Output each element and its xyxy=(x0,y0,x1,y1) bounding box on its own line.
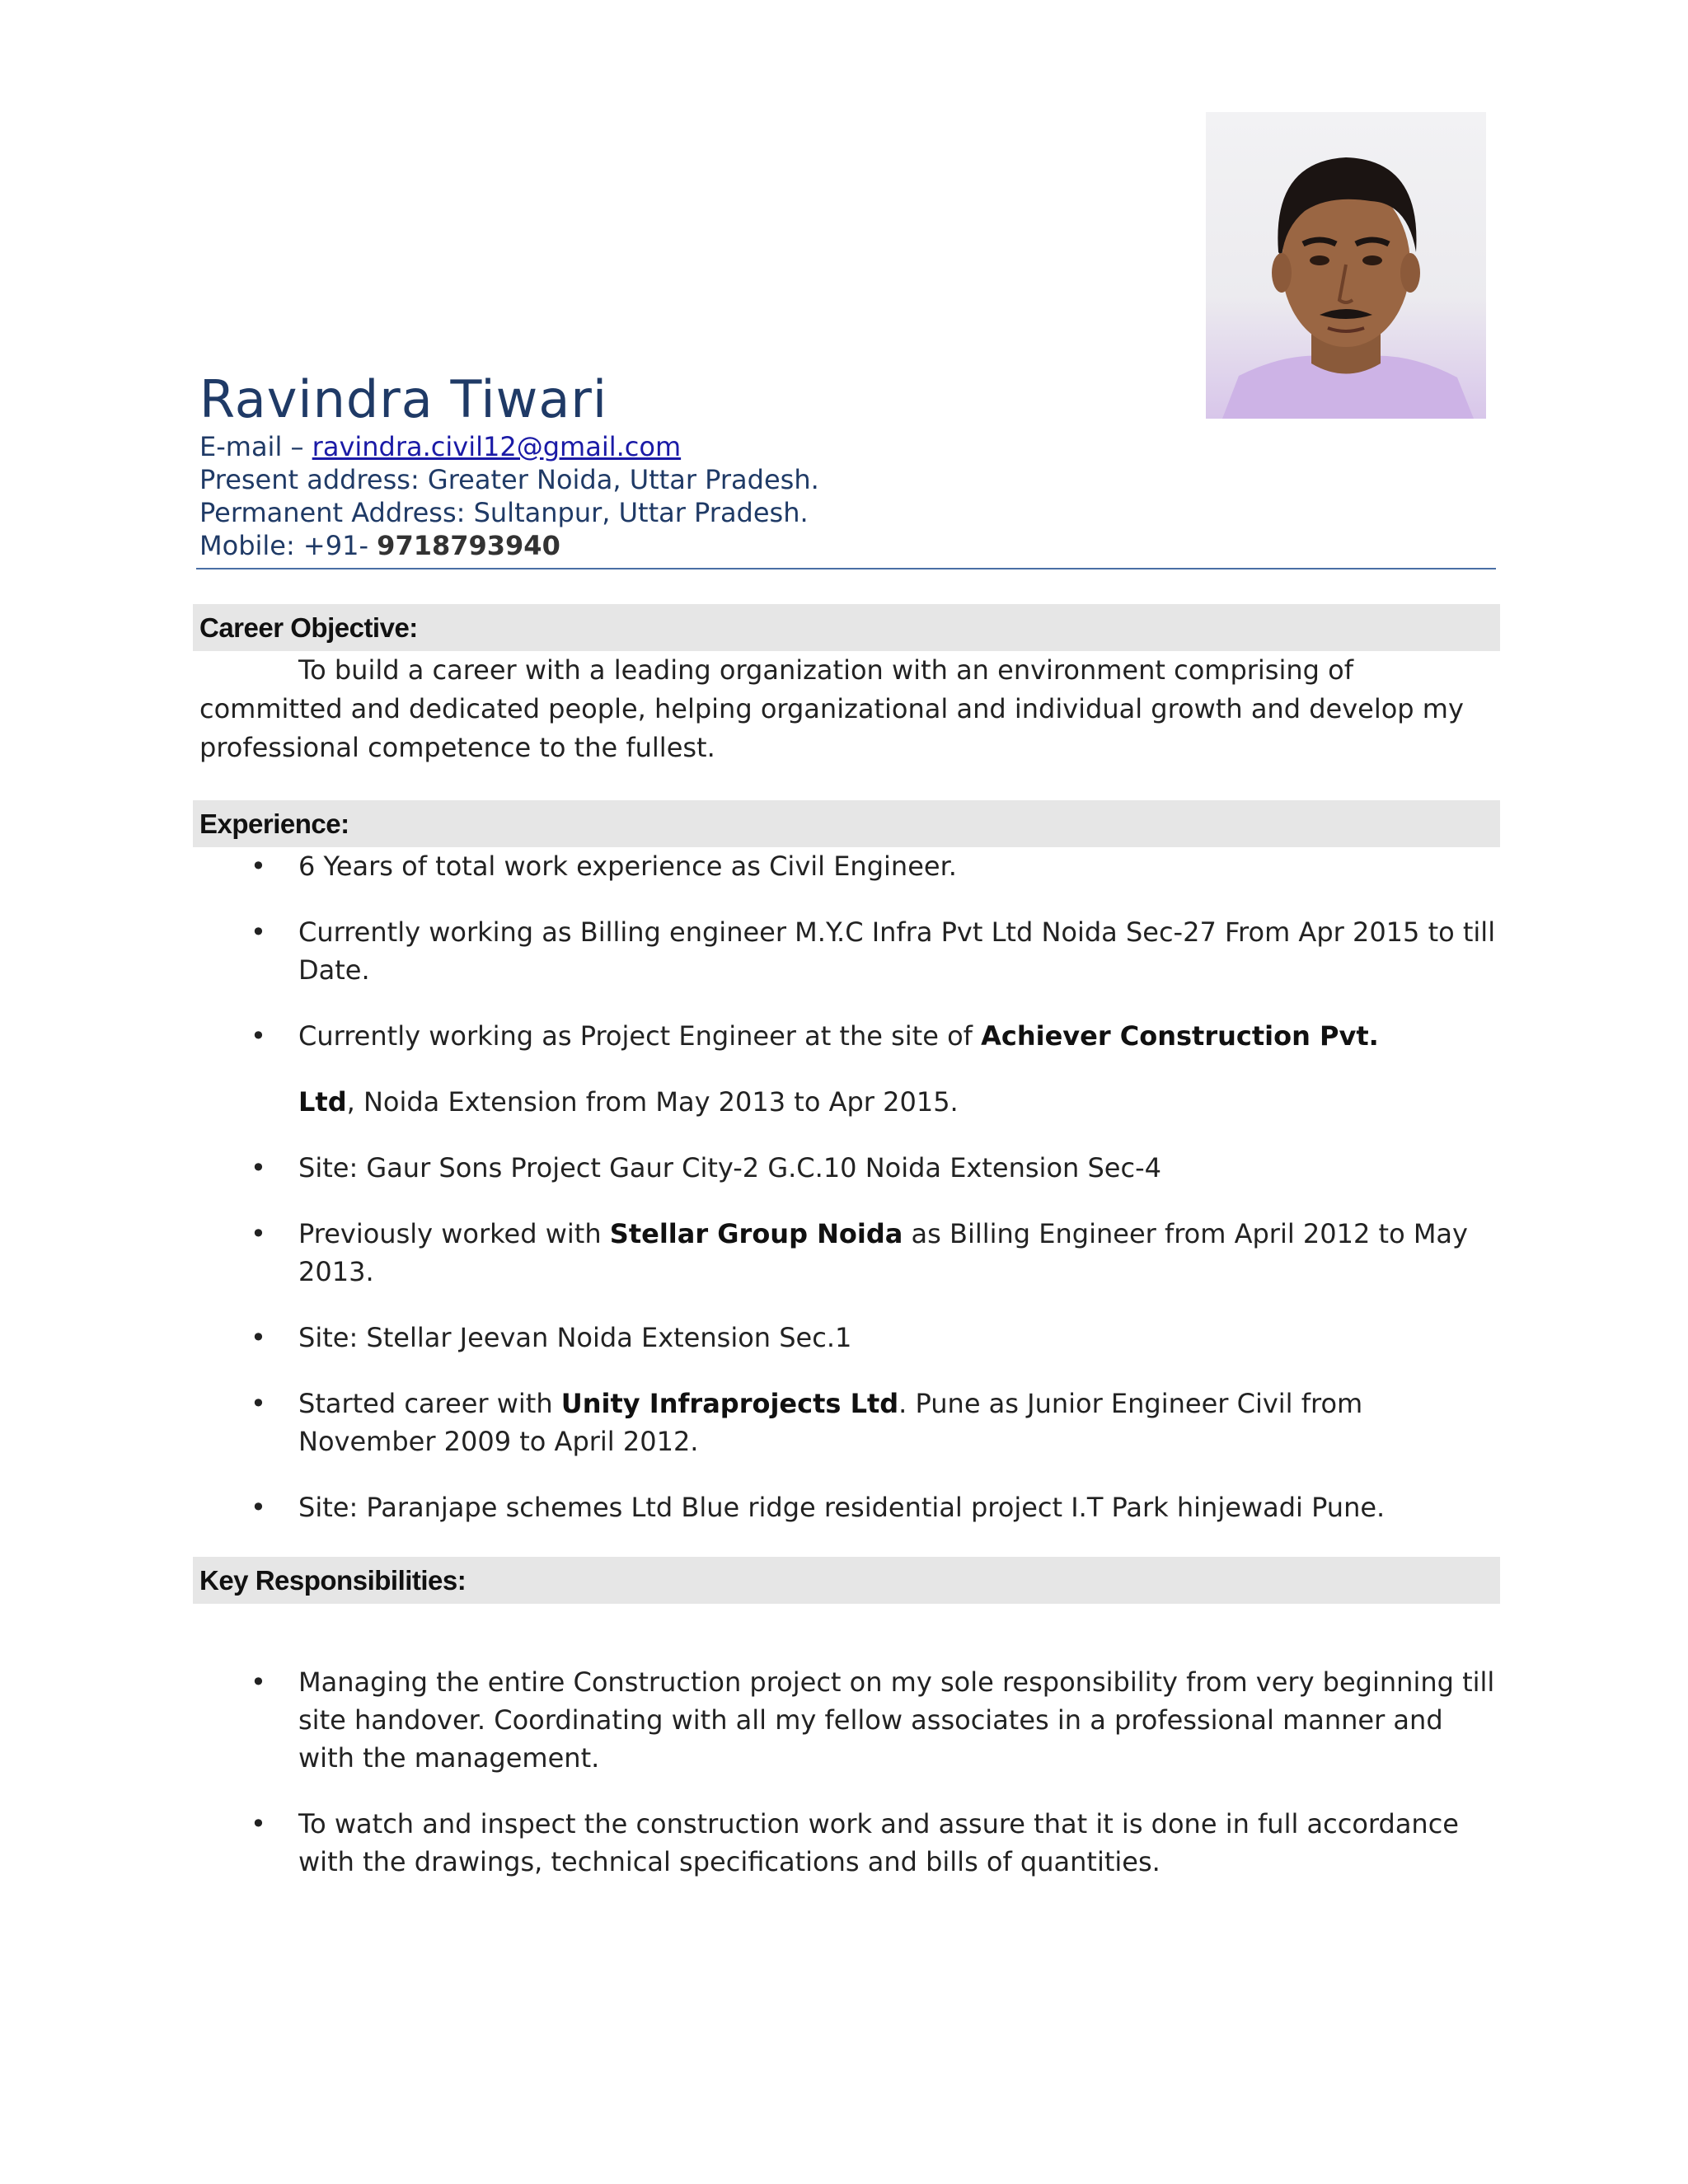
item-text: Currently working as Billing engineer M.Y.C Infra Pvt Ltd Noida Sec-27 From Apr 2015 to till Date. xyxy=(298,916,1496,986)
item-text: Managing the entire Construction project on my sole responsibility from very beginning till site handover. Coordinating with all my fellow associates in a professional manner and with the management. xyxy=(298,1666,1495,1774)
experience-heading: Experience: xyxy=(193,800,1500,847)
header-divider xyxy=(196,568,1496,569)
permanent-address: Permanent Address: Sultanpur, Uttar Pradesh. xyxy=(199,497,809,528)
responsibilities-list xyxy=(199,1663,1502,1881)
mobile-number: 9718793940 xyxy=(377,530,560,561)
list-item xyxy=(199,1805,1502,1881)
list-item xyxy=(199,1083,1502,1121)
mobile-line xyxy=(199,529,819,562)
item-text: Site: Gaur Sons Project Gaur City-2 G.C.10 Noida Extension Sec-4 xyxy=(298,1152,1161,1183)
experience-list xyxy=(199,847,1502,1526)
responsibilities-heading: Key Responsibilities: xyxy=(193,1557,1500,1604)
bullet-icon: • xyxy=(251,851,266,882)
item-text-post: . Pune as Junior Engineer Civil from November 2009 to April 2012. xyxy=(298,1388,1363,1457)
portrait-image xyxy=(1206,112,1486,419)
list-item xyxy=(199,1149,1502,1187)
list-item xyxy=(199,1319,1502,1357)
email-line xyxy=(199,430,819,463)
contact-block xyxy=(199,430,819,562)
bullet-icon: • xyxy=(251,1666,266,1698)
bullet-icon: • xyxy=(251,916,266,948)
bullet-icon: • xyxy=(251,1218,266,1249)
item-text: Started career with xyxy=(298,1388,561,1419)
list-item xyxy=(199,1017,1502,1055)
email-link[interactable]: ravindra.civil12@gmail.com xyxy=(312,431,682,462)
bullet-icon: • xyxy=(251,1492,266,1523)
item-bold-text: Ltd xyxy=(298,1086,347,1118)
list-item xyxy=(199,1663,1502,1777)
item-bold-text: Stellar Group Noida xyxy=(609,1218,903,1249)
list-item xyxy=(199,913,1502,989)
item-text-post: , Noida Extension from May 2013 to Apr 2015. xyxy=(346,1086,959,1118)
item-text: Site: Paranjape schemes Ltd Blue ridge residential project I.T Park hinjewadi Pune. xyxy=(298,1492,1386,1523)
bullet-icon: • xyxy=(251,1388,266,1419)
item-text: Previously worked with xyxy=(298,1218,610,1249)
career-objective-text xyxy=(199,651,1485,767)
candidate-name: Ravindra Tiwari xyxy=(199,369,608,429)
email-label: E-mail – xyxy=(199,431,304,462)
career-objective-body: To build a career with a leading organization with an environment comprising of committed and dedicated people, helping organizational and individual growth and develop my professional competence to the fullest. xyxy=(199,654,1464,763)
list-item xyxy=(199,1385,1502,1460)
list-item xyxy=(199,847,1502,885)
item-bold-text: Achiever Construction Pvt. xyxy=(981,1020,1379,1052)
bullet-icon: • xyxy=(251,1808,266,1840)
bullet-icon: • xyxy=(251,1322,266,1353)
list-item xyxy=(199,1215,1502,1291)
item-text-post: as Billing Engineer from April 2012 to May 2013. xyxy=(298,1218,1468,1287)
bullet-icon: • xyxy=(251,1152,266,1183)
list-item xyxy=(199,1488,1502,1526)
item-text: Currently working as Project Engineer at the site of xyxy=(298,1020,982,1052)
item-text: To watch and inspect the construction work and assure that it is done in full accordance with the drawings, technical specifications and bills of quantities. xyxy=(298,1808,1459,1877)
mobile-label: Mobile: +91- xyxy=(199,530,368,561)
item-text: 6 Years of total work experience as Civil Engineer. xyxy=(298,851,957,882)
bullet-icon: • xyxy=(251,1020,266,1052)
career-objective-heading: Career Objective: xyxy=(193,604,1500,651)
item-text: Site: Stellar Jeevan Noida Extension Sec.1 xyxy=(298,1322,852,1353)
present-address: Present address: Greater Noida, Uttar Pradesh. xyxy=(199,464,819,495)
profile-photo xyxy=(1206,112,1486,419)
item-bold-text: Unity Infraprojects Ltd xyxy=(560,1388,899,1419)
